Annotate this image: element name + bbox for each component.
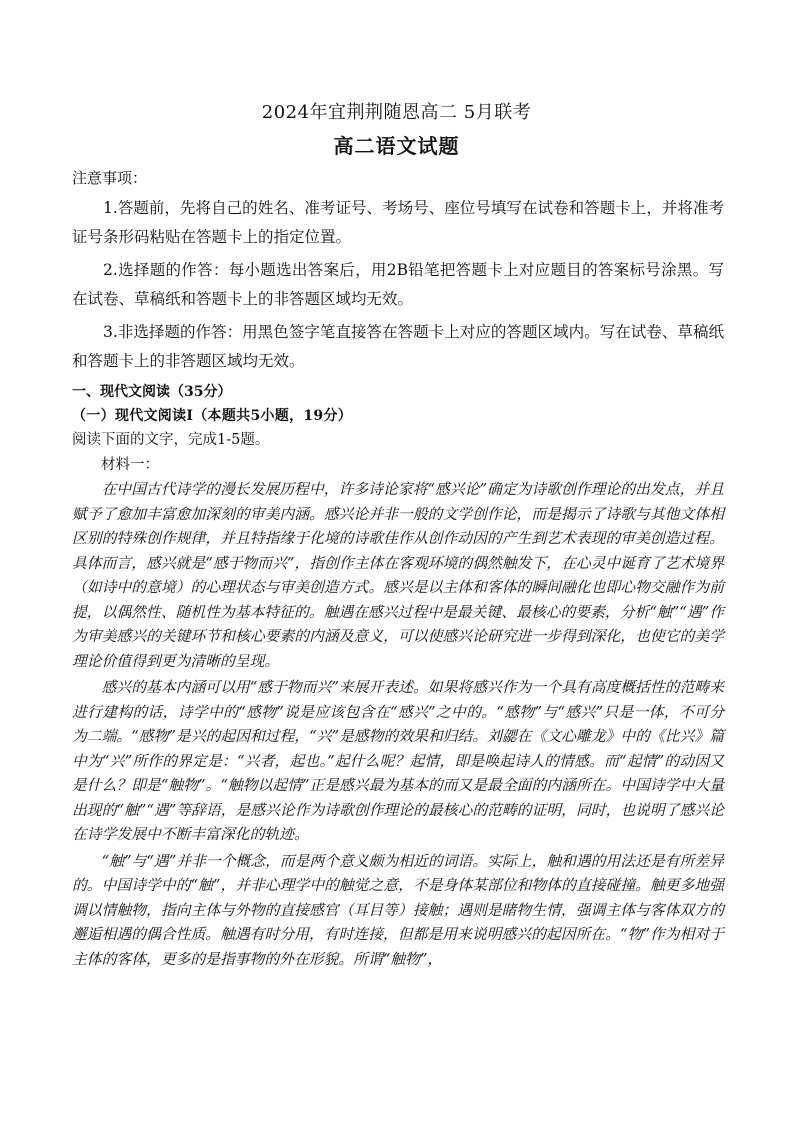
- notice-item-2: 2.选择题的作答：每小题选出答案后，用2B铅笔把答题卡上对应题目的答案标号涂黑。写在试卷、草稿纸和答题卡上的非答题区域均无效。: [72, 261, 724, 308]
- material-label: 材料一：: [101, 457, 159, 473]
- material-paragraph-3: “触”与“遇”并非一个概念，而是两个意义颇为相近的词语。实际上，触和遇的用法还是有所差异的。中国诗学中的“触”，并非心理学中的触觉之意，不是身体某部位和物体的直接碰撞。触更多地强调以情触物，指向主体与外物的直接感官（耳目等）接触；遇则是睹物生情，强调主体与客体双方的邂逅相遇的偶合性质。触遇有时分用，有时连接，但都是用来说明感兴的起因所在。“物”作为相对于主体的客体，更多的是指事物的外在形貌。所谓“触物”，: [72, 852, 724, 968]
- page-content: [72, 166, 724, 974]
- notice-item-3: 3.非选择题的作答：用黑色签字笔直接答在答题卡上对应的答题区域内。写在试卷、草稿纸和答题卡上的非答题区域均无效。: [72, 323, 724, 370]
- section-modern-reading: [72, 380, 724, 972]
- exam-title: 2024年宜荆荆随恩高二 5月联考: [261, 102, 532, 123]
- notice-heading: 注意事项：: [72, 169, 148, 187]
- material-paragraph-2: 感兴的基本内涵可以用“感于物而兴”来展开表述。如果将感兴作为一个具有高度概括性的范畴来进行建构的话，诗学中的“感物”说是应该包含在“感兴”之中的。“感物”与“感兴”只是一体，不可分为二端。“感物”是兴的起因和过程，“兴”是感物的效果和归结。刘勰在《文心雕龙》中的《比兴》篇中为“兴”所作的界定是：“兴者，起也。”起什么呢？起情，即是唤起诗人的情感。而“起情”的动因又是什么？即是“触物”。“触物以起情”正是感兴最为基本的而又是最全面的内涵所在。中国诗学中大量出现的“触”“遇”等辞语，是感兴论作为诗歌创作理论的最核心的范畴的证明，同时，也说明了感兴论在诗学发展中不断丰富深化的轨迹。: [72, 679, 724, 843]
- section-heading: 一、现代文阅读（35分）: [72, 384, 232, 400]
- notice-item-1: 1.答题前，先将自己的姓名、准考证号、考场号、座位号填写在试卷和答题卡上，并将准考证号条形码粘贴在答题卡上的指定位置。: [72, 199, 724, 246]
- reading-instruction: 阅读下面的文字，完成1-5题。: [72, 432, 270, 448]
- subject-title: 高二语文试题: [333, 134, 460, 158]
- notice-block: [72, 166, 724, 376]
- subsection-heading: （一）现代文阅读Ⅰ（本题共5小题，19分）: [72, 408, 353, 424]
- material-paragraph-1: 在中国古代诗学的漫长发展历程中，许多诗论家将“感兴论”确定为诗歌创作理论的出发点，并且赋予了愈加丰富愈加深刻的审美内涵。感兴论并非一般的文学创作论，而是揭示了诗歌与其他文体相区别的特殊创作规律，并且特指缘于化境的诗歌佳作从创作动因的产生到艺术表现的审美创造过程。具体而言，感兴就是“感于物而兴”，指创作主体在客观环境的偶然触发下，在心灵中诞育了艺术境界（如诗中的意境）的心理状态与审美创造方式。感兴是以主体和客体的瞬间融化也即心物交融作为前提，以偶然性、随机性为基本特征的。触遇在感兴过程中是最关键、最核心的要素，分析“触”“遇”作为审美感兴的关键环节和核心要素的内涵及意义，可以使感兴论研究进一步得到深化，也使它的美学理论价值得到更为清晰的呈现。: [72, 481, 724, 670]
